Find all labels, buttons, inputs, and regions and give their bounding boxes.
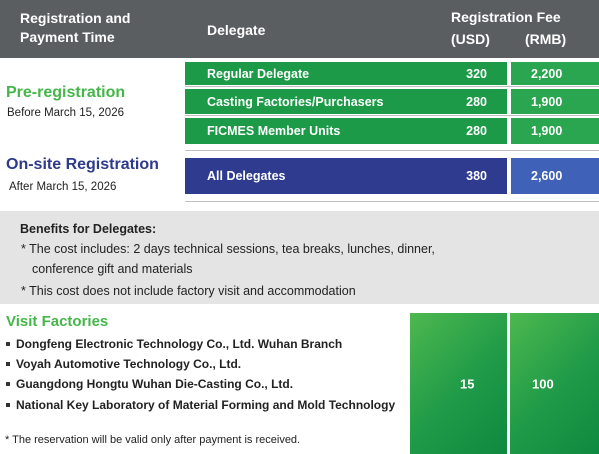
factory-list-item	[6, 337, 342, 351]
pre-registration-date: Before March 15, 2026	[7, 107, 124, 119]
fee-row-usd: 380	[466, 169, 487, 183]
visit-fee-rmb-value: 100	[532, 376, 554, 391]
onsite-registration-title: On-site Registration	[6, 156, 159, 173]
fee-row-all-delegates	[185, 158, 599, 194]
factory-name: Voyah Automotive Technology Co., Ltd.	[16, 357, 242, 371]
fee-row-rmb: 2,200	[531, 66, 563, 81]
fee-row-usd: 280	[466, 94, 487, 109]
factory-name: Guangdong Hongtu Wuhan Die-Casting Co., Ltd.	[16, 377, 294, 391]
fee-row-ficmes-members	[185, 118, 599, 144]
factory-name: National Key Laboratory of Material Forming and Mold Technology	[16, 398, 396, 412]
header-usd: (USD)	[451, 31, 490, 47]
header-registration-time-line1: Registration and	[20, 10, 131, 26]
factory-list-item	[6, 357, 241, 371]
fee-row-regular-delegate	[185, 62, 599, 85]
table-header	[0, 0, 599, 58]
visit-fee-rmb	[510, 313, 599, 454]
bullet-icon	[6, 362, 10, 366]
row-divider	[185, 115, 599, 116]
bullet-icon	[6, 403, 10, 407]
factory-list-item	[6, 377, 293, 391]
visit-fee-usd-value: 15	[460, 376, 475, 391]
header-registration-time-line2: Payment Time	[20, 29, 115, 45]
header-registration-fee: Registration Fee	[451, 9, 561, 25]
fee-row-rmb: 1,900	[531, 124, 563, 138]
fee-row-usd: 320	[466, 66, 487, 81]
fee-row-label: FICMES Member Units	[207, 124, 341, 138]
fee-row-rmb: 1,900	[531, 94, 563, 109]
fee-row-label: Casting Factories/Purchasers	[207, 94, 384, 109]
benefit-item: * This cost does not include factory visit and accommodation	[21, 284, 356, 298]
fee-row-casting-factories	[185, 89, 599, 114]
pre-registration-title: Pre-registration	[6, 84, 126, 101]
header-rmb: (RMB)	[525, 31, 567, 47]
reservation-note: * The reservation will be valid only after payment is received.	[5, 434, 301, 446]
fee-row-label: Regular Delegate	[207, 66, 310, 81]
visit-factories-title: Visit Factories	[6, 313, 109, 330]
benefits-panel	[0, 211, 599, 304]
fee-row-label: All Delegates	[207, 169, 286, 183]
bullet-icon	[6, 382, 10, 386]
factory-name: Dongfeng Electronic Technology Co., Ltd. Wuhan Branch	[16, 337, 343, 351]
row-divider	[185, 150, 599, 151]
benefit-item-continuation: conference gift and materials	[32, 262, 193, 276]
header-delegate: Delegate	[207, 22, 266, 38]
row-divider	[185, 201, 599, 202]
header-registration-time	[20, 9, 130, 47]
visit-fee-usd	[410, 313, 507, 454]
row-divider	[185, 86, 599, 87]
onsite-registration-date: After March 15, 2026	[9, 181, 117, 193]
factory-list-item	[6, 398, 395, 412]
benefit-item: * The cost includes: 2 days technical sessions, tea breaks, lunches, dinner,	[21, 242, 435, 256]
benefits-title: Benefits for Delegates:	[20, 222, 157, 236]
bullet-icon	[6, 342, 10, 346]
fee-row-rmb: 2,600	[531, 169, 563, 183]
fee-row-usd: 280	[466, 124, 487, 138]
